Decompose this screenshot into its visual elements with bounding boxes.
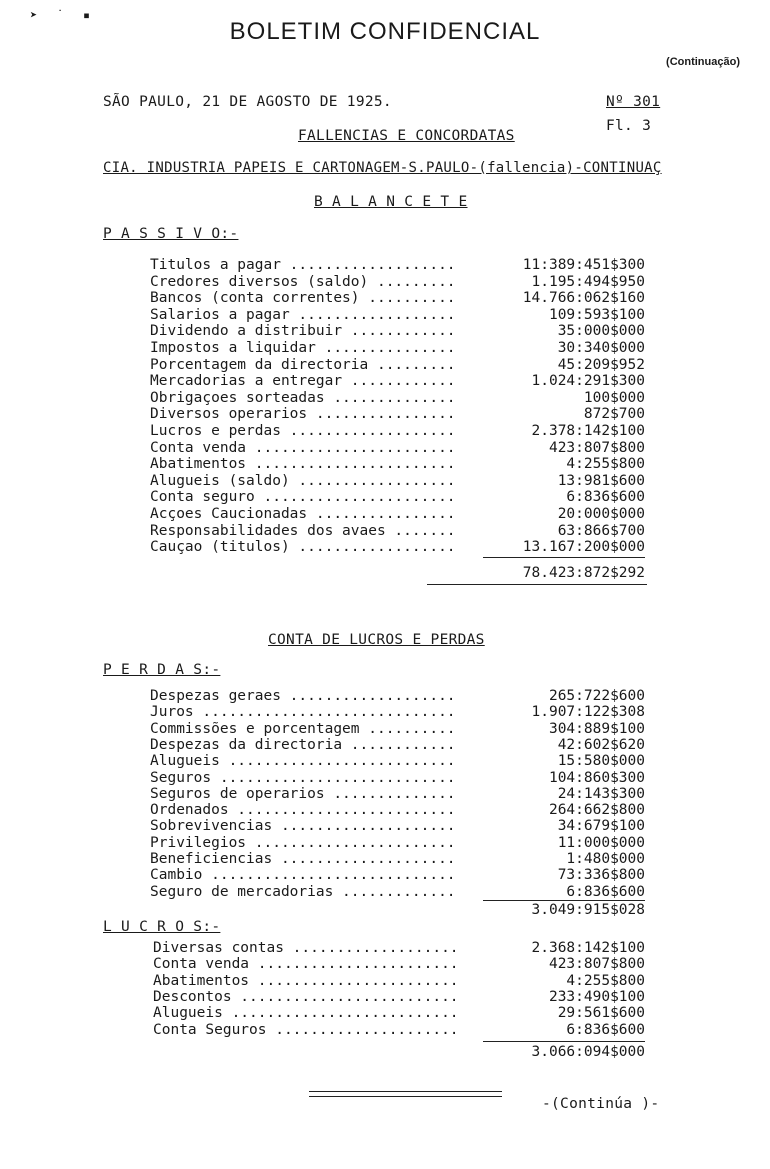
- place-date: SÃO PAULO, 21 DE AGOSTO DE 1925.: [103, 94, 392, 110]
- line-item-label: Acçoes Caucionadas ................: [150, 506, 456, 522]
- line-item-value: 872$700: [583, 406, 645, 423]
- line-item-label: Alugueis (saldo) ..................: [150, 472, 456, 489]
- line-item-value: 13:981$600: [557, 472, 645, 489]
- line-item-label: Salarios a pagar ..................: [150, 306, 456, 323]
- line-item-label: Credores diversos (saldo) .........: [150, 273, 456, 290]
- scan-specks: ➤ ˙ ▪: [30, 8, 97, 22]
- perdas-total: 3.049:915$028: [531, 902, 645, 918]
- line-item-value: 30:340$000: [557, 340, 645, 356]
- line-item-label: Diversos operarios ................: [150, 406, 456, 423]
- line-item-value: 1.907:122$308: [531, 704, 645, 721]
- line-item-value: 233:490$100: [548, 988, 645, 1005]
- line-item-label: Seguros ...........................: [150, 769, 456, 786]
- line-item-value: 35:000$000: [557, 323, 645, 340]
- passivo-heading: P A S S I V O:-: [103, 226, 239, 242]
- passivo-total-rule: [427, 584, 647, 585]
- line-item-label: Alugueis ..........................: [150, 753, 456, 770]
- line-item-label: Abatimentos .......................: [153, 972, 459, 989]
- continua-note: -(Continúa )-: [542, 1096, 660, 1112]
- line-item-value: 73:336$800: [557, 867, 645, 884]
- end-rule-1: [309, 1091, 502, 1092]
- bulletin-number: Nº 301: [606, 94, 661, 110]
- line-item-label: Porcentagem da directoria .........: [150, 356, 456, 373]
- line-item-value: 6:836$600: [566, 1021, 645, 1038]
- line-item-label: Sobrevivencias ....................: [150, 818, 456, 835]
- line-item-value: 1:480$000: [566, 851, 645, 867]
- folio-number: Fl. 3: [606, 118, 652, 134]
- passivo-subtotal-rule: [483, 557, 645, 558]
- line-item-value: 4:255$800: [566, 972, 645, 989]
- line-item-value: 264:662$800: [548, 802, 645, 819]
- lucros-heading: L U C R O S:-: [103, 919, 221, 935]
- line-item-label: Cambio ............................: [150, 867, 456, 884]
- company-line: CIA. INDUSTRIA PAPEIS E CARTONAGEM-S.PAULO-(fallencia)-CONTINUAÇ: [103, 160, 662, 176]
- end-rule-2: [309, 1096, 502, 1097]
- line-item-label: Impostos a liquidar ...............: [150, 340, 456, 356]
- line-item-label: Seguro de mercadorias .............: [150, 883, 456, 900]
- page-title: BOLETIM CONFIDENCIAL: [229, 18, 541, 45]
- perdas-heading: P E R D A S:-: [103, 662, 221, 678]
- line-item-value: 11:389:451$300: [522, 257, 645, 273]
- line-item-label: Conta Seguros .....................: [153, 1021, 459, 1038]
- passivo-total: 78.423:872$292: [522, 565, 645, 581]
- line-item-value: 2.368:142$100: [531, 940, 645, 956]
- balancete-title: B A L A N C E T E: [314, 194, 468, 210]
- continuation-tag: (Continuação): [666, 56, 740, 68]
- line-item-value: 109:593$100: [548, 306, 645, 323]
- line-item-value: 45:209$952: [557, 356, 645, 373]
- line-item-label: Titulos a pagar ...................: [150, 257, 456, 273]
- line-item-value: 304:889$100: [548, 720, 645, 737]
- perdas-subtotal-rule: [483, 900, 645, 901]
- line-item-value: 63:866$700: [557, 522, 645, 539]
- line-item-value: 34:679$100: [557, 818, 645, 835]
- line-item-value: 265:722$600: [548, 688, 645, 704]
- line-item-label: Privilegios .......................: [150, 834, 456, 851]
- lucros-total: 3.066:094$000: [531, 1044, 645, 1060]
- line-item-value: 6:836$600: [566, 489, 645, 506]
- line-item-label: Ordenados .........................: [150, 802, 456, 819]
- line-item-value: 423:807$800: [548, 439, 645, 456]
- line-item-label: Beneficiencias ....................: [150, 851, 456, 867]
- line-item-label: Descontos .........................: [153, 988, 459, 1005]
- line-item-label: Responsabilidades dos avaes .......: [150, 522, 456, 539]
- line-item-label: Juros .............................: [150, 704, 456, 721]
- line-item-label: Conta seguro ......................: [150, 489, 456, 506]
- line-item-label: Mercadorias a entregar ............: [150, 373, 456, 390]
- line-item-value: 104:860$300: [548, 769, 645, 786]
- line-item-value: 423:807$800: [548, 956, 645, 973]
- line-item-value: 13.167:200$000: [522, 539, 645, 556]
- line-item-value: 29:561$600: [557, 1005, 645, 1022]
- line-item-label: Diversas contas ...................: [153, 940, 459, 956]
- line-item-label: Dividendo a distribuir ............: [150, 323, 456, 340]
- line-item-value: 1.195:494$950: [531, 273, 645, 290]
- line-item-label: Seguros de operarios ..............: [150, 785, 456, 802]
- line-item-value: 4:255$800: [566, 456, 645, 473]
- line-item-label: Conta venda .......................: [150, 439, 456, 456]
- line-item-value: 2.378:142$100: [531, 423, 645, 439]
- line-item-label: Cauçao (titulos) ..................: [150, 539, 456, 556]
- line-item-label: Alugueis ..........................: [153, 1005, 459, 1022]
- line-item-value: 100$000: [583, 389, 645, 406]
- line-item-label: Lucros e perdas ...................: [150, 423, 456, 439]
- line-item-value: 6:836$600: [566, 883, 645, 900]
- lucros-subtotal-rule: [483, 1041, 645, 1042]
- line-item-label: Abatimentos .......................: [150, 456, 456, 473]
- section-heading: FALLENCIAS E CONCORDATAS: [298, 128, 515, 144]
- line-item-label: Conta venda .......................: [153, 956, 459, 973]
- line-item-value: 1.024:291$300: [531, 373, 645, 390]
- line-item-label: Bancos (conta correntes) ..........: [150, 290, 456, 307]
- line-item-label: Despezas da directoria ............: [150, 736, 456, 753]
- line-item-label: Commissões e porcentagem ..........: [150, 720, 456, 737]
- lucros-perdas-title: CONTA DE LUCROS E PERDAS: [268, 632, 485, 648]
- line-item-value: 11:000$000: [557, 834, 645, 851]
- line-item-label: Despezas geraes ...................: [150, 688, 456, 704]
- line-item-value: 15:580$000: [557, 753, 645, 770]
- line-item-value: 42:602$620: [557, 736, 645, 753]
- line-item-value: 24:143$300: [557, 785, 645, 802]
- line-item-value: 20:000$000: [557, 506, 645, 522]
- line-item-value: 14.766:062$160: [522, 290, 645, 307]
- line-item-label: Obrigaçoes sorteadas ..............: [150, 389, 456, 406]
